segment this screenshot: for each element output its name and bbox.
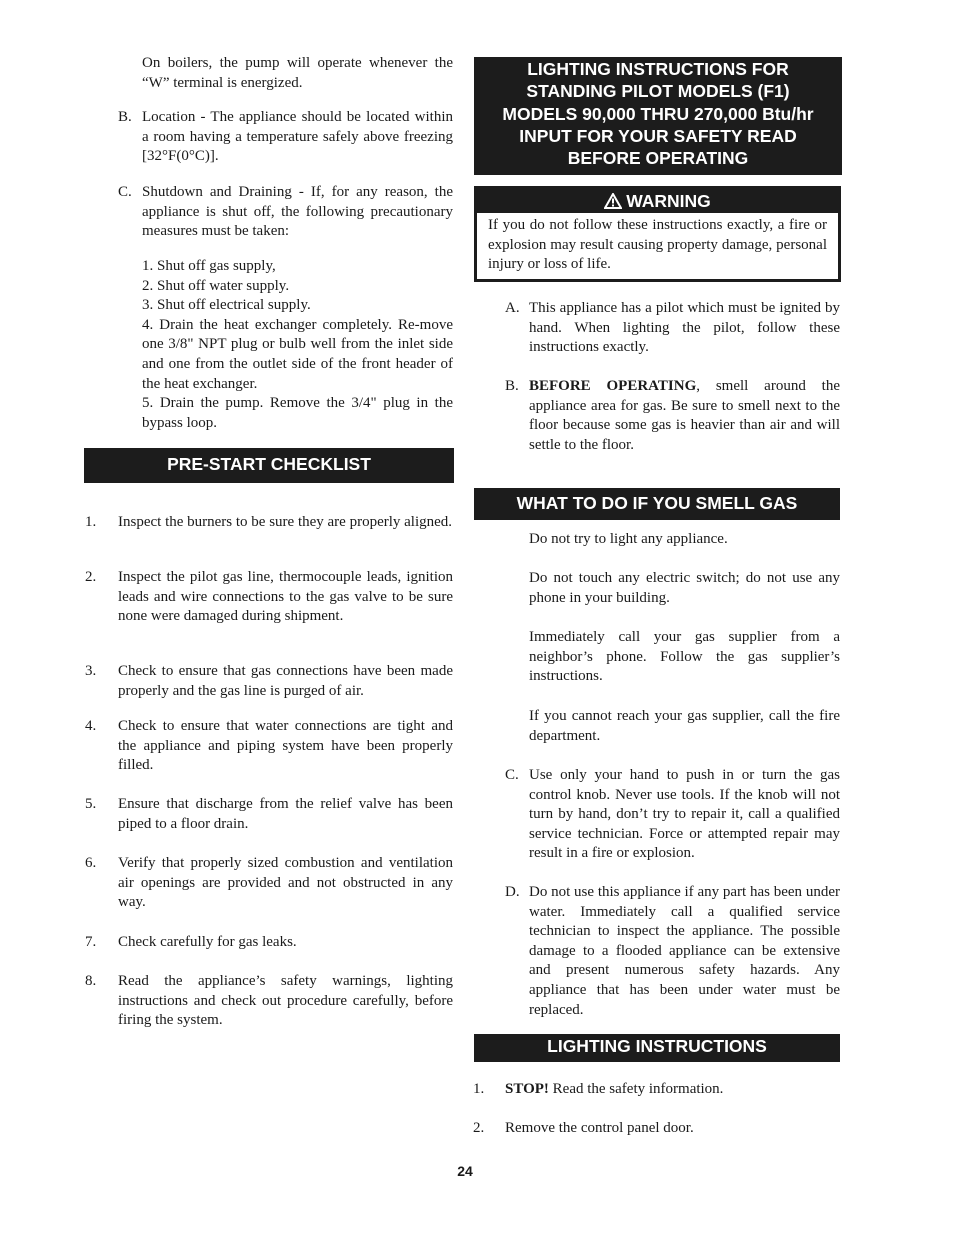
checklist-number: 5. bbox=[85, 796, 97, 812]
lighting-step-text: Remove the control panel door. bbox=[505, 1120, 694, 1136]
shutdown-step: 4. Drain the heat exchanger completely. Re-move one 3/8" NPT plug or bulb well from the inlet side and one from the outlet side of the front header of the heat exchanger. bbox=[142, 316, 453, 392]
title-line: INPUT FOR YOUR SAFETY READ bbox=[519, 125, 797, 146]
lighting-step-number: 2. bbox=[473, 1120, 485, 1136]
warning-triangle-icon bbox=[604, 193, 622, 209]
page-number: 24 bbox=[457, 1163, 473, 1179]
lighting-step bbox=[473, 1119, 841, 1139]
location-label: B. bbox=[118, 109, 132, 125]
lighting-step bbox=[473, 1080, 841, 1100]
title-line: STANDING PILOT MODELS (F1) bbox=[526, 81, 790, 102]
lighting-instructions-title bbox=[474, 57, 842, 175]
checklist-text: Inspect the burners to be sure they are properly aligned. bbox=[118, 514, 453, 530]
checklist-number: 4. bbox=[85, 718, 97, 734]
checklist-number: 3. bbox=[85, 663, 97, 679]
item-a-text: This appliance has a pilot which must be ignited by hand. When lighting the pilot, follow these instructions exactly. bbox=[529, 300, 840, 356]
checklist-number: 7. bbox=[85, 934, 97, 950]
shutdown-item bbox=[118, 183, 453, 242]
item-d-text: Do not use this appliance if any part has been under water. Immediately call a qualified service technician to inspect the appliance. The possible damage to a flooded appliance can be extensive and present numerous safety hazards. Any appliance that has been under water must be replaced. bbox=[529, 884, 840, 1018]
item-a-label: A. bbox=[505, 300, 520, 316]
smell-item: Immediately call your gas supplier from a neighbor’s phone. Follow the gas supplier’s instructions. bbox=[529, 629, 840, 685]
checklist-item bbox=[85, 568, 453, 627]
checklist-item bbox=[85, 717, 453, 776]
checklist-number: 2. bbox=[85, 569, 97, 585]
checklist-item bbox=[85, 854, 453, 913]
shutdown-steps bbox=[142, 257, 453, 433]
warning-text: If you do not follow these instructions exactly, a fire or explosion may result causing property damage, personal injury or loss of life. bbox=[488, 217, 827, 273]
checklist-number: 1. bbox=[85, 514, 97, 530]
title-line: MODELS 90,000 THRU 270,000 Btu/hr bbox=[502, 103, 814, 124]
shutdown-text: Shutdown and Draining - If, for any reason, the appliance is shut off, the following precautionary measures must be taken: bbox=[142, 184, 453, 240]
checklist-item bbox=[85, 972, 453, 1031]
checklist-item bbox=[85, 662, 453, 701]
item-b-text: , smell around the appliance area for gas. Be sure to smell next to the floor because some gas is heavier than air and will settle to the floor. bbox=[529, 378, 840, 453]
location-text: Location - The appliance should be located within a room having a temperature safely above freezing [32°F(0°C)]. bbox=[142, 109, 453, 165]
shutdown-step: 2. Shut off water supply. bbox=[142, 277, 290, 294]
checklist-number: 8. bbox=[85, 973, 97, 989]
checklist-text: Inspect the pilot gas line, thermocouple leads, ignition leads and wire connections to the gas valve to be sure none were damaged during shipment. bbox=[118, 569, 453, 625]
shutdown-step: 5. Drain the pump. Remove the 3/4" plug in the bypass loop. bbox=[142, 395, 453, 431]
checklist-text: Verify that properly sized combustion and ventilation air openings are provided and not obstructed in any way. bbox=[118, 855, 453, 911]
checklist-number: 6. bbox=[85, 855, 97, 871]
item-d-label: D. bbox=[505, 884, 520, 900]
item-c-text: Use only your hand to push in or turn the gas control knob. Never use tools. If the knob will not turn by hand, don’t try to repair it, call a qualified service technician. Force or attempted repair may result in a fire or explosion. bbox=[529, 767, 840, 862]
location-item bbox=[118, 108, 453, 167]
item-b bbox=[505, 377, 840, 455]
item-c bbox=[505, 766, 840, 864]
lighting-step-paragraph bbox=[505, 1119, 841, 1139]
smell-item: If you cannot reach your gas supplier, call the fire department. bbox=[529, 708, 840, 744]
lighting-step-paragraph bbox=[505, 1080, 841, 1100]
item-b-bold: BEFORE OPERATING bbox=[529, 378, 697, 394]
pump-note: On boilers, the pump will operate whenever the “W” terminal is energized. bbox=[142, 55, 453, 91]
item-b-label: B. bbox=[505, 378, 519, 394]
shutdown-label: C. bbox=[118, 184, 132, 200]
checklist-item bbox=[85, 933, 453, 953]
lighting-step-text: Read the safety information. bbox=[548, 1081, 724, 1097]
checklist-text: Check to ensure that water connections are tight and the appliance and piping system have been properly filled. bbox=[118, 718, 453, 774]
warning-heading: WARNING bbox=[626, 191, 711, 211]
warning-header bbox=[477, 189, 838, 213]
title-line: LIGHTING INSTRUCTIONS FOR bbox=[527, 59, 789, 79]
title-line: BEFORE OPERATING bbox=[567, 148, 749, 169]
lighting-step-number: 1. bbox=[473, 1081, 485, 1097]
warning-box bbox=[474, 186, 841, 282]
smell-item: Do not touch any electric switch; do not use any phone in your building. bbox=[529, 570, 840, 606]
checklist-text: Check to ensure that gas connections have been made properly and the gas line is purged of air. bbox=[118, 663, 453, 699]
item-a bbox=[505, 299, 840, 358]
smell-item: Do not try to light any appliance. bbox=[529, 531, 728, 547]
pre-start-checklist-heading: PRE-START CHECKLIST bbox=[84, 448, 454, 483]
checklist-text: Ensure that discharge from the relief valve has been piped to a floor drain. bbox=[118, 796, 453, 832]
item-b-paragraph bbox=[529, 377, 840, 455]
checklist-item bbox=[85, 513, 453, 533]
checklist-text: Check carefully for gas leaks. bbox=[118, 934, 297, 950]
item-c-label: C. bbox=[505, 767, 519, 783]
lighting-step-bold: STOP! bbox=[505, 1081, 549, 1097]
shutdown-step: 3. Shut off electrical supply. bbox=[142, 297, 311, 314]
item-d bbox=[505, 883, 840, 1020]
smell-gas-heading: WHAT TO DO IF YOU SMELL GAS bbox=[474, 488, 840, 520]
checklist-text: Read the appliance’s safety warnings, lighting instructions and check out procedure carefully, before firing the system. bbox=[118, 973, 453, 1029]
checklist-item bbox=[85, 795, 453, 834]
shutdown-step: 1. Shut off gas supply, bbox=[142, 258, 276, 274]
lighting-instructions-heading: LIGHTING INSTRUCTIONS bbox=[474, 1034, 840, 1062]
